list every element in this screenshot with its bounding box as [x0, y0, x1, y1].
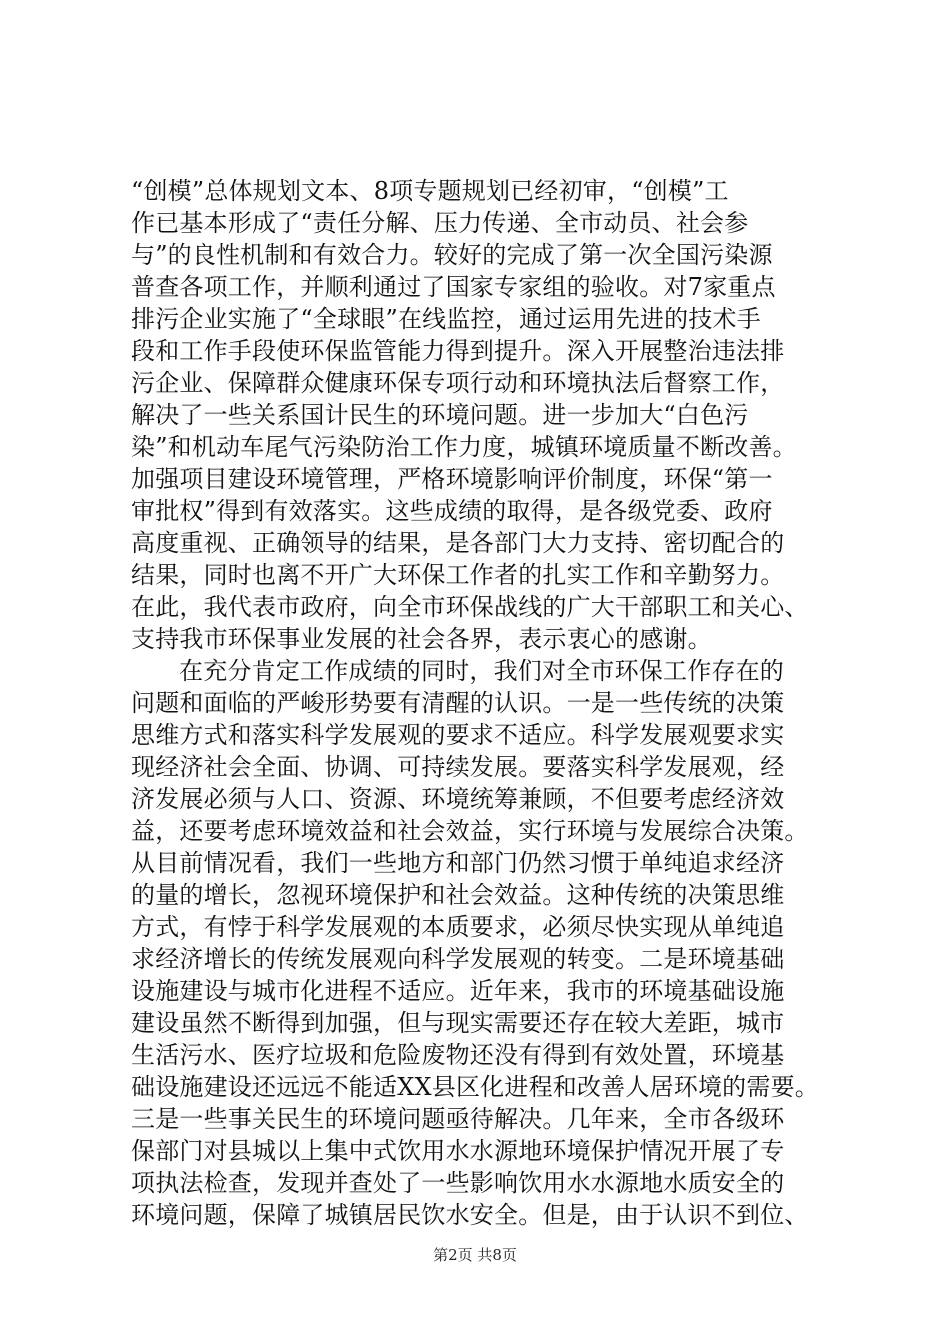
page-footer: 第2页 共8页	[433, 1246, 517, 1264]
text-line: 思维方式和落实科学发展观的要求不适应。科学发展观要求实	[131, 721, 785, 749]
text-line: 段和工作手段使环保监管能力得到提升。深入开展整治违法排	[131, 337, 785, 365]
text-line: 础设施建设还远远不能适XX县区化进程和改善人居环境的需要。	[131, 1073, 819, 1101]
text-line: 生活污水、医疗垃圾和危险废物还没有得到有效处置，环境基	[131, 1041, 785, 1069]
text-line: 支持我市环保事业发展的社会各界，表示衷心的感谢。	[131, 625, 712, 653]
text-line: 的量的增长，忽视环境保护和社会效益。这种传统的决策思维	[131, 881, 785, 909]
text-line: 项执法检查，发现并查处了一些影响饮用水水源地水质安全的	[131, 1169, 785, 1197]
text-line: 三是一些事关民生的环境问题亟待解决。几年来，全市各级环	[131, 1105, 785, 1133]
text-line: 作已基本形成了“责任分解、压力传递、全市动员、社会参	[131, 209, 749, 237]
text-line: 结果，同时也离不开广大环保工作者的扎实工作和辛勤努力。	[131, 561, 785, 589]
text-line: 济发展必须与人口、资源、环境统筹兼顾，不但要考虑经济效	[131, 785, 785, 813]
text-line: 与”的良性机制和有效合力。较好的完成了第一次全国污染源	[131, 241, 773, 269]
text-line: 环境问题，保障了城镇居民饮水安全。但是，由于认识不到位、	[131, 1201, 809, 1229]
text-line: 高度重视、正确领导的结果，是各部门大力支持、密切配合的	[131, 529, 785, 557]
text-line: 染”和机动车尾气污染防治工作力度，城镇环境质量不断改善。	[131, 433, 797, 461]
text-line: “创模”总体规划文本、8项专题规划已经初审，“创模”工	[131, 177, 729, 205]
text-line: 在此，我代表市政府，向全市环保战线的广大干部职工和关心、	[131, 593, 809, 621]
text-line: 审批权”得到有效落实。这些成绩的取得，是各级党委、政府	[131, 497, 773, 525]
text-line: 方式，有悖于科学发展观的本质要求，必须尽快实现从单纯追	[131, 913, 785, 941]
text-line: 排污企业实施了“全球眼”在线监控，通过运用先进的技术手	[131, 305, 761, 333]
text-line: 加强项目建设环境管理，严格环境影响评价制度，环保“第一	[131, 465, 773, 493]
text-line: 求经济增长的传统发展观向科学发展观的转变。二是环境基础	[131, 945, 785, 973]
body-text	[131, 175, 851, 1231]
text-line: 益，还要考虑环境效益和社会效益，实行环境与发展综合决策。	[131, 817, 809, 845]
text-line: 现经济社会全面、协调、可持续发展。要落实科学发展观，经	[131, 753, 785, 781]
text-line: 普查各项工作，并顺利通过了国家专家组的验收。对7家重点	[131, 273, 776, 301]
text-line: 建设虽然不断得到加强，但与现实需要还存在较大差距，城市	[131, 1009, 785, 1037]
text-line: 问题和面临的严峻形势要有清醒的认识。一是一些传统的决策	[131, 689, 785, 717]
text-line: 保部门对县城以上集中式饮用水水源地环境保护情况开展了专	[131, 1137, 785, 1165]
text-line: 设施建设与城市化进程不适应。近年来，我市的环境基础设施	[131, 977, 785, 1005]
text-line: 解决了一些关系国计民生的环境问题。进一步加大“白色污	[131, 401, 749, 429]
text-line: 污企业、保障群众健康环保专项行动和环境执法后督察工作，	[131, 369, 785, 397]
text-line: 在充分肯定工作成绩的同时，我们对全市环保工作存在的	[179, 657, 784, 685]
text-line: 从目前情况看，我们一些地方和部门仍然习惯于单纯追求经济	[131, 849, 785, 877]
